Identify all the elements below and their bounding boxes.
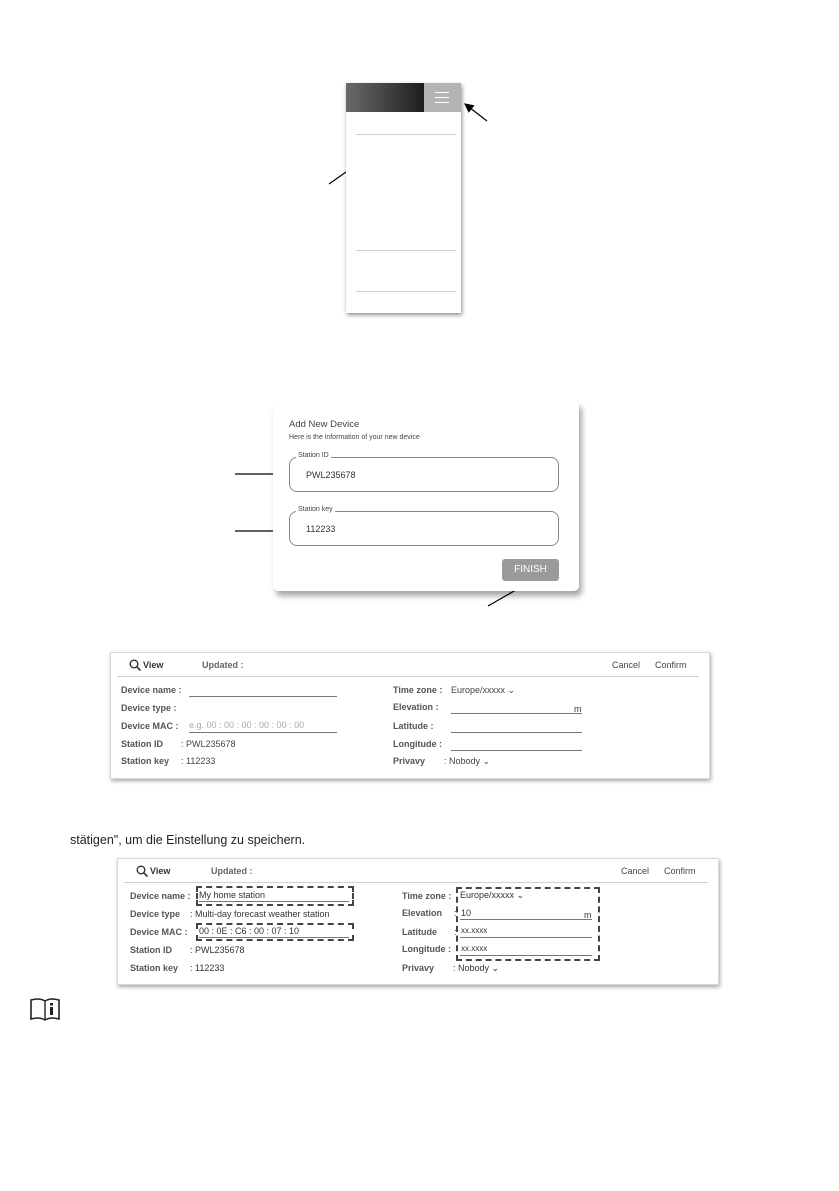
longitude-value: xx.xxxx (461, 944, 488, 953)
time-zone-select[interactable] (451, 685, 515, 696)
device-settings-panel-empty (110, 652, 710, 779)
highlight-device-mac (196, 923, 354, 941)
elevation-value: 10 (461, 908, 472, 918)
device-name-label: Device name : (121, 685, 182, 695)
search-icon[interactable] (129, 659, 141, 671)
instruction-caption: stätigen", um die Einstellung zu speichern. (70, 833, 306, 847)
view-button[interactable]: View (150, 866, 171, 876)
device-mac-label: Device MAC : (130, 927, 188, 937)
device-mac-value: 00 : 0E : C6 : 00 : 07 : 10 (199, 926, 300, 936)
station-key-value: 112233 (306, 524, 336, 534)
view-button[interactable]: View (143, 660, 164, 670)
elevation-unit: m (574, 704, 582, 714)
cancel-button[interactable]: Cancel (612, 660, 641, 670)
station-key-value: : 112233 (190, 963, 225, 973)
privacy-select[interactable] (453, 963, 499, 974)
updated-label: Updated : (211, 866, 253, 876)
station-id-value: PWL235678 (306, 470, 356, 480)
info-book-icon (30, 997, 60, 1021)
station-key-label: Station key (298, 506, 333, 513)
station-id-value: : PWL235678 (190, 945, 245, 955)
arrow-menu (465, 104, 487, 121)
longitude-label: Longitude : (402, 944, 451, 954)
device-type-label: Device type (130, 909, 181, 919)
phone-header-bar (346, 83, 424, 112)
highlight-device-name (196, 886, 354, 906)
dialog-subtitle: Here is the information of your new device (289, 434, 420, 441)
longitude-label: Longitude : (393, 739, 442, 749)
add-device-dialog (273, 401, 579, 591)
latitude-label: Latitude : (393, 721, 434, 731)
device-mac-placeholder: e.g. 00 : 00 : 00 : 00 : 00 : 00 (189, 720, 305, 730)
elevation-input[interactable] (451, 713, 582, 714)
device-name-input[interactable] (189, 696, 337, 697)
time-zone-label: Time zone : (402, 891, 452, 901)
station-key-label: Station key (121, 756, 170, 766)
dialog-title: Add New Device (289, 419, 360, 430)
station-key-label: Station key (130, 963, 179, 973)
device-type-value: : Multi-day forecast weather station (190, 909, 330, 919)
chevron-down-icon: ⌄ (491, 963, 500, 973)
device-settings-panel-filled: View Updated : Cancel Confirm Device name : My home station Device type : Multi-day forecast weather station Device MAC : 00 : 0E : C6 : 00 : 07 : 10 Station ID : PWL235678 Station key : 112233 Time zone : Europe/xxxxx ⌄ Elevation : 10 m Latitude : xx.xxxx Longitude : xx.xxxx Privavy : Nobody ⌄ (117, 858, 719, 985)
elevation-label: Elevation : (393, 702, 439, 712)
privacy-label: Privavy (393, 756, 426, 766)
finish-button[interactable]: FINISH (502, 559, 559, 581)
elevation-unit: m (584, 910, 592, 920)
latitude-input[interactable] (451, 732, 582, 733)
privacy-label: Privavy (402, 963, 435, 973)
time-zone-label: Time zone : (393, 685, 443, 695)
station-id-label: Station ID (130, 945, 172, 955)
chevron-down-icon: ⌄ (482, 756, 491, 766)
elevation-label: Elevation (402, 908, 443, 918)
device-mac-input[interactable] (189, 732, 337, 733)
chevron-down-icon: ⌄ (516, 890, 525, 900)
confirm-button[interactable]: Confirm (664, 866, 696, 876)
search-icon[interactable] (136, 865, 148, 877)
phone-divider (356, 134, 456, 135)
updated-label: Updated : (202, 660, 244, 670)
privacy-value: : Nobody (453, 963, 490, 973)
station-key-field[interactable] (289, 506, 559, 546)
phone-divider (356, 291, 456, 292)
panel-header (111, 653, 709, 677)
latitude-label: Latitude (402, 927, 437, 937)
station-id-label: Station ID (298, 452, 329, 459)
device-name-value: My home station (199, 890, 266, 900)
highlight-location-fields (456, 887, 600, 961)
longitude-input[interactable] (451, 750, 582, 751)
chevron-down-icon: ⌄ (507, 685, 516, 695)
privacy-value: : Nobody (444, 756, 481, 766)
station-id-label: Station ID (121, 739, 163, 749)
privacy-select[interactable] (444, 756, 490, 767)
time-zone-value: Europe/xxxxx (460, 890, 515, 900)
device-name-label: Device name : (130, 891, 191, 901)
hamburger-icon[interactable] (424, 83, 461, 112)
phone-screen (346, 83, 461, 313)
time-zone-value: Europe/xxxxx (451, 685, 506, 695)
panel-header (118, 859, 718, 883)
device-type-label: Device type : (121, 703, 177, 713)
device-mac-label: Device MAC : (121, 721, 179, 731)
latitude-value: xx.xxxx (461, 926, 488, 935)
confirm-button[interactable]: Confirm (655, 660, 687, 670)
cancel-button[interactable]: Cancel (621, 866, 650, 876)
station-id-field[interactable] (289, 452, 559, 492)
station-key-value: : 112233 (181, 756, 216, 766)
station-id-value: : PWL235678 (181, 739, 236, 749)
phone-divider (356, 250, 456, 251)
